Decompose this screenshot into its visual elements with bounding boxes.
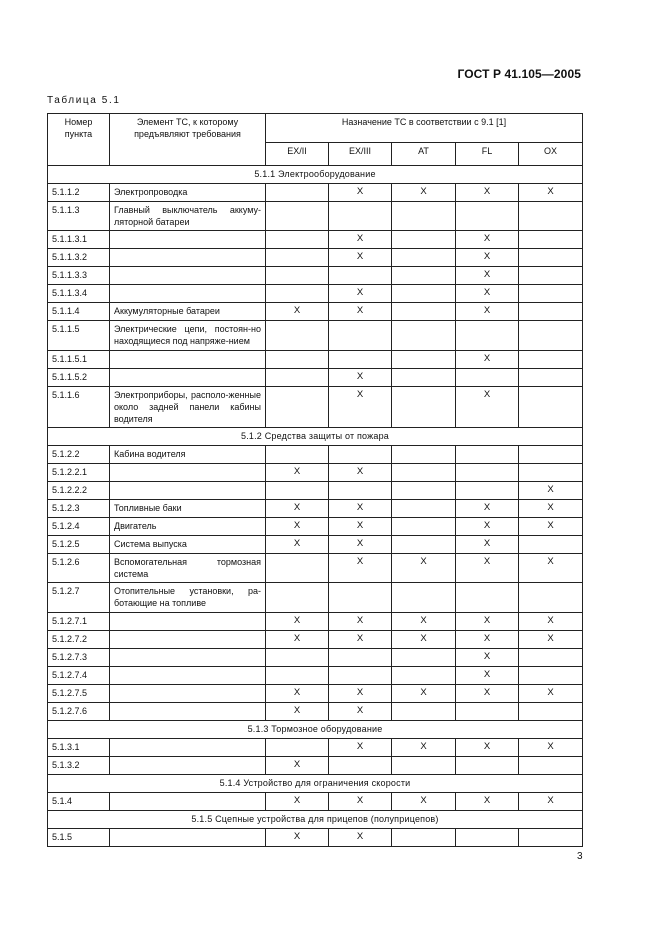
element-description: Отопительные установки, ра-ботающие на топливе (110, 583, 266, 612)
applicability-mark (392, 535, 456, 553)
applicability-mark: X (329, 184, 392, 202)
applicability-mark (266, 267, 329, 285)
applicability-mark: X (329, 792, 392, 810)
item-number: 5.1.2.7.3 (48, 648, 110, 666)
applicability-mark (456, 702, 519, 720)
applicability-mark (456, 202, 519, 231)
applicability-mark: X (266, 499, 329, 517)
applicability-mark: X (329, 612, 392, 630)
applicability-mark (329, 445, 392, 463)
applicability-mark: X (392, 792, 456, 810)
applicability-mark (392, 350, 456, 368)
applicability-mark: X (519, 553, 583, 582)
element-description (110, 368, 266, 386)
applicability-mark (519, 666, 583, 684)
requirements-table (47, 113, 583, 847)
item-number: 5.1.2.3 (48, 499, 110, 517)
applicability-mark: X (329, 553, 392, 582)
applicability-mark (519, 648, 583, 666)
table-row (48, 630, 583, 648)
applicability-mark: X (456, 553, 519, 582)
table-row (48, 517, 583, 535)
applicability-mark (456, 368, 519, 386)
applicability-mark (519, 702, 583, 720)
applicability-mark: X (519, 184, 583, 202)
table-row (48, 684, 583, 702)
applicability-mark: X (329, 285, 392, 303)
applicability-mark (392, 499, 456, 517)
applicability-mark (329, 583, 392, 612)
table-row (48, 463, 583, 481)
element-description (110, 702, 266, 720)
item-number: 5.1.1.3.1 (48, 231, 110, 249)
element-description: Двигатель (110, 517, 266, 535)
applicability-mark (392, 202, 456, 231)
item-number: 5.1.2.7.1 (48, 612, 110, 630)
applicability-mark (392, 756, 456, 774)
applicability-mark (266, 184, 329, 202)
applicability-mark (456, 445, 519, 463)
item-number: 5.1.1.4 (48, 303, 110, 321)
applicability-mark (392, 368, 456, 386)
applicability-mark (519, 828, 583, 846)
applicability-mark: X (456, 738, 519, 756)
applicability-mark: X (392, 553, 456, 582)
table-row (48, 386, 583, 427)
section-header-row (48, 427, 583, 445)
applicability-mark: X (266, 612, 329, 630)
item-number: 5.1.2.2.1 (48, 463, 110, 481)
element-description (110, 630, 266, 648)
applicability-mark: X (456, 249, 519, 267)
applicability-mark (519, 303, 583, 321)
applicability-mark (266, 738, 329, 756)
column-header-number: Номер пункта (48, 114, 110, 166)
applicability-mark (519, 368, 583, 386)
applicability-mark: X (266, 630, 329, 648)
item-number: 5.1.2.7 (48, 583, 110, 612)
applicability-mark (392, 828, 456, 846)
element-description: Система выпуска (110, 535, 266, 553)
applicability-mark: X (519, 792, 583, 810)
applicability-mark: X (266, 684, 329, 702)
element-description (110, 612, 266, 630)
applicability-mark: X (392, 184, 456, 202)
applicability-mark (329, 350, 392, 368)
column-header-type: EX/II (266, 143, 329, 166)
applicability-mark (519, 249, 583, 267)
column-header-type: AT (392, 143, 456, 166)
applicability-mark (519, 321, 583, 350)
applicability-mark: X (456, 267, 519, 285)
column-header-type: FL (456, 143, 519, 166)
element-description: Кабина водителя (110, 445, 266, 463)
applicability-mark (329, 666, 392, 684)
applicability-mark: X (456, 630, 519, 648)
applicability-mark: X (519, 684, 583, 702)
item-number: 5.1.2.2 (48, 445, 110, 463)
table-row (48, 249, 583, 267)
applicability-mark: X (329, 517, 392, 535)
table-row (48, 756, 583, 774)
applicability-mark: X (456, 535, 519, 553)
table-row (48, 350, 583, 368)
applicability-mark: X (519, 499, 583, 517)
applicability-mark (392, 463, 456, 481)
applicability-mark: X (456, 184, 519, 202)
table-row (48, 303, 583, 321)
item-number: 5.1.1.3.4 (48, 285, 110, 303)
document-code: ГОСТ Р 41.105—2005 (457, 67, 581, 81)
applicability-mark: X (329, 738, 392, 756)
applicability-mark: X (266, 303, 329, 321)
element-description: Электроприборы, располо-женные около задней панели кабины водителя (110, 386, 266, 427)
table-row (48, 648, 583, 666)
applicability-mark: X (519, 481, 583, 499)
applicability-mark (266, 249, 329, 267)
element-description (110, 666, 266, 684)
table-row (48, 553, 583, 582)
applicability-mark: X (456, 499, 519, 517)
table-row (48, 612, 583, 630)
table-caption: Таблица 5.1 (47, 95, 121, 106)
table-row (48, 267, 583, 285)
section-title: 5.1.1 Электрооборудование (48, 166, 583, 184)
element-description (110, 249, 266, 267)
section-header-row (48, 810, 583, 828)
applicability-mark (266, 481, 329, 499)
table-row (48, 184, 583, 202)
item-number: 5.1.2.2.2 (48, 481, 110, 499)
applicability-mark: X (329, 463, 392, 481)
applicability-mark: X (329, 249, 392, 267)
section-title: 5.1.5 Сцепные устройства для прицепов (полуприцепов) (48, 810, 583, 828)
section-title: 5.1.3 Тормозное оборудование (48, 720, 583, 738)
table-row (48, 481, 583, 499)
item-number: 5.1.1.6 (48, 386, 110, 427)
applicability-mark: X (456, 612, 519, 630)
applicability-mark (519, 285, 583, 303)
applicability-mark: X (329, 828, 392, 846)
item-number: 5.1.1.5 (48, 321, 110, 350)
applicability-mark (392, 648, 456, 666)
table-row (48, 535, 583, 553)
item-number: 5.1.1.5.2 (48, 368, 110, 386)
applicability-mark (519, 756, 583, 774)
applicability-mark (266, 202, 329, 231)
element-description: Аккумуляторные батареи (110, 303, 266, 321)
element-description (110, 756, 266, 774)
item-number: 5.1.1.5.1 (48, 350, 110, 368)
applicability-mark: X (266, 535, 329, 553)
applicability-mark: X (329, 702, 392, 720)
applicability-mark: X (519, 630, 583, 648)
element-description: Топливные баки (110, 499, 266, 517)
table-row (48, 368, 583, 386)
table-body (48, 166, 583, 847)
applicability-mark: X (392, 612, 456, 630)
applicability-mark: X (329, 368, 392, 386)
applicability-mark: X (266, 828, 329, 846)
item-number: 5.1.1.3 (48, 202, 110, 231)
applicability-mark: X (266, 756, 329, 774)
element-description (110, 267, 266, 285)
page-number: 3 (577, 851, 583, 862)
element-description (110, 648, 266, 666)
item-number: 5.1.3.2 (48, 756, 110, 774)
applicability-mark: X (456, 666, 519, 684)
applicability-mark: X (519, 517, 583, 535)
applicability-mark: X (266, 792, 329, 810)
applicability-mark: X (519, 612, 583, 630)
applicability-mark (392, 231, 456, 249)
applicability-mark (266, 350, 329, 368)
applicability-mark: X (266, 702, 329, 720)
applicability-mark: X (519, 738, 583, 756)
table-row (48, 738, 583, 756)
item-number: 5.1.2.7.5 (48, 684, 110, 702)
table-row (48, 321, 583, 350)
applicability-mark (266, 368, 329, 386)
applicability-mark (392, 445, 456, 463)
table-row (48, 666, 583, 684)
applicability-mark: X (456, 285, 519, 303)
item-number: 5.1.1.2 (48, 184, 110, 202)
element-description: Главный выключатель аккуму-ляторной батареи (110, 202, 266, 231)
item-number: 5.1.1.3.2 (48, 249, 110, 267)
applicability-mark (519, 583, 583, 612)
item-number: 5.1.2.7.4 (48, 666, 110, 684)
applicability-mark: X (392, 684, 456, 702)
applicability-mark: X (266, 463, 329, 481)
applicability-mark (329, 321, 392, 350)
applicability-mark (392, 303, 456, 321)
applicability-mark: X (392, 630, 456, 648)
applicability-mark (266, 553, 329, 582)
item-number: 5.1.2.7.6 (48, 702, 110, 720)
applicability-mark (456, 583, 519, 612)
applicability-mark (329, 756, 392, 774)
applicability-mark (519, 231, 583, 249)
element-description (110, 684, 266, 702)
applicability-mark: X (456, 303, 519, 321)
applicability-mark: X (456, 386, 519, 427)
applicability-mark (266, 445, 329, 463)
section-header-row (48, 774, 583, 792)
item-number: 5.1.5 (48, 828, 110, 846)
section-title: 5.1.2 Средства защиты от пожара (48, 427, 583, 445)
table-row (48, 499, 583, 517)
applicability-mark (456, 828, 519, 846)
applicability-mark (519, 463, 583, 481)
applicability-mark: X (392, 738, 456, 756)
applicability-mark (392, 249, 456, 267)
applicability-mark (266, 666, 329, 684)
table-row (48, 445, 583, 463)
column-header-purpose: Назначение ТС в соответствии с 9.1 [1] (266, 114, 583, 143)
applicability-mark: X (329, 535, 392, 553)
applicability-mark: X (266, 517, 329, 535)
applicability-mark: X (456, 350, 519, 368)
table-row (48, 583, 583, 612)
applicability-mark: X (456, 231, 519, 249)
applicability-mark (266, 386, 329, 427)
applicability-mark: X (456, 792, 519, 810)
column-header-type: OX (519, 143, 583, 166)
table-row (48, 702, 583, 720)
applicability-mark (329, 202, 392, 231)
column-header-type: EX/III (329, 143, 392, 166)
section-header-row (48, 720, 583, 738)
applicability-mark: X (329, 630, 392, 648)
applicability-mark (266, 648, 329, 666)
element-description (110, 738, 266, 756)
element-description: Электрические цепи, постоян-но находящиеся под напряже-нием (110, 321, 266, 350)
applicability-mark: X (329, 386, 392, 427)
applicability-mark (392, 517, 456, 535)
element-description: Вспомогательная тормозная система (110, 553, 266, 582)
applicability-mark (329, 481, 392, 499)
applicability-mark (519, 267, 583, 285)
item-number: 5.1.2.4 (48, 517, 110, 535)
applicability-mark: X (329, 499, 392, 517)
element-description: Электропроводка (110, 184, 266, 202)
applicability-mark (392, 666, 456, 684)
applicability-mark: X (329, 303, 392, 321)
table-row (48, 285, 583, 303)
applicability-mark (266, 285, 329, 303)
element-description (110, 828, 266, 846)
applicability-mark (519, 445, 583, 463)
applicability-mark (392, 267, 456, 285)
item-number: 5.1.1.3.3 (48, 267, 110, 285)
applicability-mark (392, 481, 456, 499)
element-description (110, 350, 266, 368)
element-description (110, 463, 266, 481)
applicability-mark (329, 267, 392, 285)
table-row (48, 202, 583, 231)
applicability-mark: X (456, 517, 519, 535)
element-description (110, 231, 266, 249)
applicability-mark: X (329, 684, 392, 702)
item-number: 5.1.2.7.2 (48, 630, 110, 648)
item-number: 5.1.2.6 (48, 553, 110, 582)
applicability-mark (266, 231, 329, 249)
applicability-mark (266, 321, 329, 350)
applicability-mark (329, 648, 392, 666)
applicability-mark (392, 386, 456, 427)
applicability-mark (519, 535, 583, 553)
table-row (48, 792, 583, 810)
applicability-mark: X (456, 684, 519, 702)
applicability-mark (456, 481, 519, 499)
applicability-mark (456, 321, 519, 350)
element-description (110, 285, 266, 303)
applicability-mark (392, 285, 456, 303)
table-row (48, 828, 583, 846)
item-number: 5.1.3.1 (48, 738, 110, 756)
applicability-mark (392, 702, 456, 720)
item-number: 5.1.2.5 (48, 535, 110, 553)
applicability-mark: X (456, 648, 519, 666)
applicability-mark (266, 583, 329, 612)
column-header-element: Элемент ТС, к которому предъявляют требования (110, 114, 266, 166)
section-header-row (48, 166, 583, 184)
applicability-mark (519, 202, 583, 231)
applicability-mark: X (329, 231, 392, 249)
applicability-mark (456, 756, 519, 774)
element-description (110, 481, 266, 499)
applicability-mark (456, 463, 519, 481)
applicability-mark (392, 583, 456, 612)
applicability-mark (392, 321, 456, 350)
section-title: 5.1.4 Устройство для ограничения скорости (48, 774, 583, 792)
applicability-mark (519, 350, 583, 368)
applicability-mark (519, 386, 583, 427)
item-number: 5.1.4 (48, 792, 110, 810)
table-row (48, 231, 583, 249)
element-description (110, 792, 266, 810)
